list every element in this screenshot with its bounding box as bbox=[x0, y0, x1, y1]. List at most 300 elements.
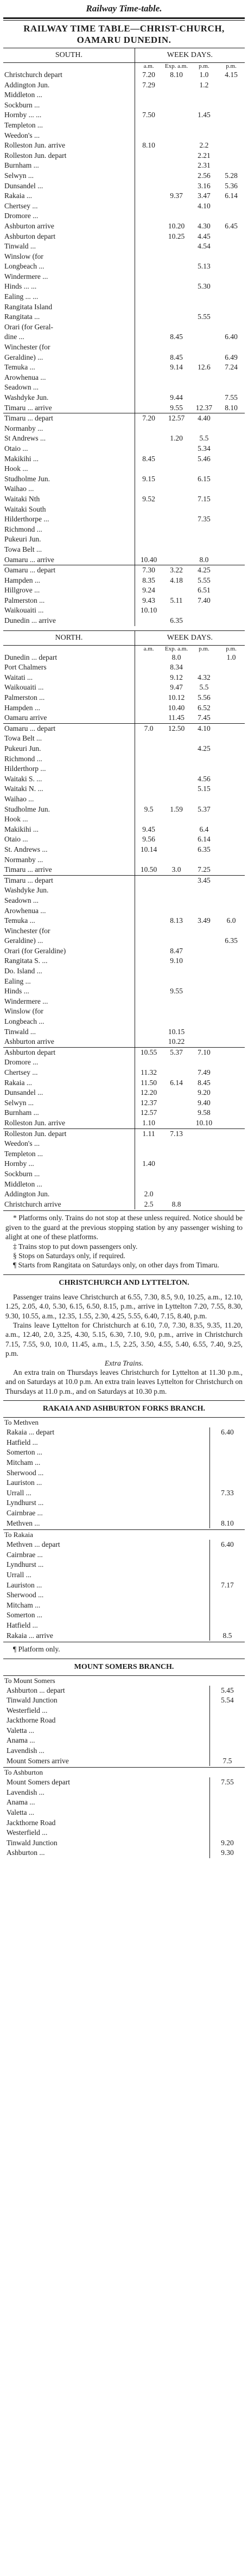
station-name: Hatfield ... bbox=[7, 1621, 38, 1629]
south-station-row bbox=[3, 474, 245, 484]
north-station-row bbox=[3, 1179, 245, 1190]
departure-time bbox=[135, 262, 162, 272]
departure-time: 6.0 bbox=[226, 916, 236, 925]
branch-station-row bbox=[3, 1610, 245, 1621]
departure-time bbox=[218, 484, 245, 494]
south-station-row bbox=[3, 312, 245, 322]
south-station-row bbox=[3, 413, 245, 424]
station-name: Templeton ... bbox=[4, 1149, 43, 1158]
departure-time bbox=[162, 131, 190, 141]
departure-time bbox=[209, 1808, 245, 1818]
departure-time bbox=[218, 1027, 245, 1037]
station-name: Ealing ... ... bbox=[4, 292, 39, 301]
north-station-row bbox=[3, 1037, 245, 1047]
methven-rows bbox=[3, 1427, 245, 1528]
departure-time: 7.5 bbox=[209, 1756, 245, 1767]
station-name: Methven ... depart bbox=[7, 1540, 60, 1549]
departure-time bbox=[209, 1610, 245, 1621]
departure-time bbox=[135, 616, 162, 626]
departure-time bbox=[218, 814, 245, 825]
station-name: Rolleston Jun. arrive bbox=[4, 1118, 66, 1127]
departure-time bbox=[218, 673, 245, 683]
station-name: Lyndhurst ... bbox=[7, 1499, 44, 1507]
departure-time bbox=[190, 855, 218, 865]
south-station-row bbox=[3, 362, 245, 373]
north-station-row bbox=[3, 1057, 245, 1068]
station-name: Rakaia ... depart bbox=[7, 1428, 55, 1437]
departure-time bbox=[209, 1468, 245, 1478]
departure-time bbox=[162, 151, 190, 161]
station-name: Rakaia ... arrive bbox=[7, 1631, 53, 1640]
departure-time bbox=[135, 373, 162, 383]
departure-time bbox=[190, 946, 218, 957]
departure-time bbox=[162, 1098, 190, 1108]
departure-time bbox=[218, 966, 245, 977]
departure-time bbox=[135, 1179, 162, 1190]
branch-station-row bbox=[3, 1621, 245, 1631]
departure-time: 9.20 bbox=[209, 1838, 245, 1848]
departure-time: 8.45 bbox=[135, 454, 162, 464]
station-name: Selwyn ... bbox=[4, 1098, 34, 1107]
departure-time: 7.50 bbox=[135, 110, 162, 120]
departure-time bbox=[135, 534, 162, 545]
departure-time bbox=[218, 424, 245, 434]
south-station-row bbox=[3, 322, 245, 333]
station-name: Orari (for Geraldine) bbox=[4, 946, 66, 955]
departure-time bbox=[135, 151, 162, 161]
departure-time bbox=[218, 825, 245, 835]
north-station-row bbox=[3, 713, 245, 723]
departure-time bbox=[135, 382, 162, 393]
station-name: Hinds ... bbox=[4, 987, 29, 996]
station-name: Hinds ... ... bbox=[4, 282, 37, 291]
station-name: Hatfield ... bbox=[7, 1438, 38, 1446]
departure-time bbox=[135, 1006, 162, 1017]
page-title: Railway Time-table. bbox=[86, 3, 162, 14]
departure-time bbox=[162, 100, 190, 111]
departure-time bbox=[135, 393, 162, 403]
departure-time bbox=[190, 764, 218, 774]
station-name: Palmerston ... bbox=[4, 693, 45, 702]
departure-time: 10.14 bbox=[135, 845, 162, 855]
departure-time bbox=[135, 181, 162, 192]
departure-time: 6.14 bbox=[225, 192, 238, 200]
south-station-row bbox=[3, 616, 245, 626]
station-name: Windermere ... bbox=[4, 272, 48, 280]
station-name: Oamaru ... depart bbox=[4, 566, 56, 575]
north-station-row bbox=[3, 1048, 245, 1058]
station-name: Waitaki S. ... bbox=[4, 774, 42, 783]
departure-time bbox=[218, 262, 245, 272]
departure-time bbox=[218, 1078, 245, 1088]
departure-time bbox=[162, 997, 190, 1007]
north-station-row bbox=[3, 986, 245, 997]
departure-time bbox=[218, 454, 245, 464]
departure-time bbox=[135, 774, 162, 785]
departure-time bbox=[162, 444, 190, 454]
departure-time bbox=[162, 454, 190, 464]
branch-station-row bbox=[3, 1746, 245, 1756]
station-name: Pukeuri Jun. bbox=[4, 744, 41, 753]
departure-time: 5.45 bbox=[209, 1686, 245, 1696]
departure-time bbox=[135, 312, 162, 322]
station-name: Weedon's ... bbox=[4, 1139, 40, 1148]
departure-time bbox=[218, 605, 245, 616]
departure-time bbox=[190, 966, 218, 977]
north-station-row bbox=[3, 977, 245, 987]
departure-time bbox=[190, 292, 218, 302]
station-name: Dunsandel ... bbox=[4, 181, 43, 190]
departure-time bbox=[135, 232, 162, 242]
departure-time bbox=[190, 814, 218, 825]
departure-time: 10.40 bbox=[168, 703, 185, 712]
station-name: Richmond ... bbox=[4, 754, 42, 763]
departure-time bbox=[162, 845, 190, 855]
departure-time bbox=[190, 1037, 218, 1047]
departure-time bbox=[135, 362, 162, 373]
north-station-row bbox=[3, 1108, 245, 1118]
departure-time bbox=[190, 373, 218, 383]
departure-time bbox=[162, 302, 190, 313]
station-name: Burnham ... bbox=[4, 161, 39, 170]
departure-time bbox=[218, 906, 245, 916]
departure-time: 9.58 bbox=[198, 1108, 211, 1117]
south-direction-label: SOUTH. bbox=[3, 48, 135, 63]
main-heading: RAILWAY TIME TABLE—CHRIST-CHURCH, OAMARU DUNEDIN. bbox=[23, 23, 225, 45]
departure-time: 8.5 bbox=[209, 1631, 245, 1641]
departure-time: 9.55 bbox=[170, 987, 183, 996]
extra-trains-heading: Extra Trains. bbox=[104, 1359, 144, 1367]
departure-time bbox=[162, 906, 190, 916]
station-name: Palmerston ... bbox=[4, 596, 45, 604]
departure-time: 9.24 bbox=[135, 585, 162, 596]
north-sub-0: a.m. bbox=[135, 645, 162, 653]
departure-time bbox=[218, 90, 245, 100]
north-station-row bbox=[3, 966, 245, 977]
departure-time bbox=[162, 494, 190, 505]
station-name: Lauriston ... bbox=[7, 1580, 42, 1589]
station-name: Oamaru arrive bbox=[4, 713, 47, 722]
station-name: Ashburton ... bbox=[7, 1848, 45, 1857]
north-station-row bbox=[3, 1129, 245, 1139]
departure-time bbox=[162, 1068, 190, 1078]
station-name: Otaio ... bbox=[4, 444, 28, 452]
departure-time bbox=[218, 986, 245, 997]
departure-time bbox=[218, 474, 245, 484]
south-station-row bbox=[3, 484, 245, 494]
departure-time bbox=[162, 525, 190, 535]
north-station-row bbox=[3, 754, 245, 764]
departure-time bbox=[162, 505, 190, 515]
departure-time bbox=[135, 876, 162, 886]
departure-time bbox=[135, 282, 162, 292]
station-name: Ashburton depart bbox=[4, 232, 56, 240]
branch-station-row bbox=[3, 1508, 245, 1519]
departure-time bbox=[218, 232, 245, 242]
south-station-row bbox=[3, 272, 245, 282]
departure-time bbox=[162, 382, 190, 393]
lyttelton-heading: CHRISTCHURCH AND LYTTELTON. bbox=[59, 1278, 189, 1287]
departure-time bbox=[162, 1139, 190, 1149]
departure-time bbox=[218, 272, 245, 282]
departure-time bbox=[209, 1746, 245, 1756]
departure-time: 7.49 bbox=[198, 1068, 211, 1076]
station-name: Tinwald ... bbox=[4, 1027, 36, 1036]
departure-time bbox=[162, 90, 190, 100]
branch-station-row bbox=[3, 1838, 245, 1848]
departure-time bbox=[135, 713, 162, 723]
methven-timetable bbox=[3, 1418, 245, 1528]
station-name: Orari (for Geral- bbox=[4, 322, 53, 331]
station-name: Chertsey ... bbox=[4, 201, 38, 210]
departure-time bbox=[135, 754, 162, 764]
departure-time: 7.0 bbox=[135, 724, 162, 734]
departure-time bbox=[162, 1088, 190, 1098]
departure-time bbox=[162, 1057, 190, 1068]
departure-time: 6.45 bbox=[225, 221, 238, 230]
departure-time: 5.5 bbox=[199, 434, 209, 443]
station-name: Makikihi ... bbox=[4, 454, 39, 463]
departure-time bbox=[190, 662, 218, 673]
south-station-row bbox=[3, 302, 245, 313]
departure-time bbox=[135, 252, 162, 262]
south-station-row bbox=[3, 505, 245, 515]
departure-time bbox=[162, 855, 190, 865]
departure-time bbox=[190, 754, 218, 764]
departure-time: 6.35 bbox=[198, 845, 211, 853]
departure-time: 9.52 bbox=[135, 494, 162, 505]
departure-time bbox=[135, 302, 162, 313]
departure-time bbox=[218, 744, 245, 754]
departure-time: 4.25 bbox=[198, 566, 211, 575]
station-name: Middleton ... bbox=[4, 91, 42, 99]
branch-station-row bbox=[3, 1716, 245, 1726]
departure-time bbox=[209, 1478, 245, 1488]
departure-time bbox=[162, 110, 190, 120]
north-station-row bbox=[3, 896, 245, 906]
departure-time bbox=[218, 505, 245, 515]
north-subheader-row bbox=[3, 645, 245, 653]
station-name: Otaio ... bbox=[4, 835, 28, 844]
departure-time bbox=[209, 1590, 245, 1601]
south-station-row bbox=[3, 525, 245, 535]
south-sub-1: Exp. a.m. bbox=[164, 63, 188, 69]
station-name: Normanby ... bbox=[4, 424, 43, 432]
departure-time bbox=[162, 1169, 190, 1179]
departure-time: 9.37 bbox=[170, 192, 183, 200]
departure-time bbox=[135, 966, 162, 977]
north-station-row bbox=[3, 1078, 245, 1088]
departure-time bbox=[162, 1159, 190, 1169]
departure-time bbox=[135, 1139, 162, 1149]
station-name: Sherwood ... bbox=[7, 1591, 44, 1599]
departure-time: 11.50 bbox=[135, 1078, 162, 1088]
departure-time bbox=[218, 282, 245, 292]
departure-time: 8.45 bbox=[170, 333, 183, 341]
departure-time bbox=[190, 653, 218, 663]
station-name: Timaru ... arrive bbox=[4, 865, 52, 874]
rakaia-rows bbox=[3, 1540, 245, 1641]
departure-time: 3.49 bbox=[198, 916, 211, 925]
north-sub-2: p.m. bbox=[199, 645, 209, 652]
station-name: Ashburton depart bbox=[4, 1048, 56, 1056]
to-ashburton-timetable bbox=[3, 1768, 245, 1858]
platform-only-note: ¶ Platform only. bbox=[13, 1645, 60, 1654]
departure-time bbox=[218, 1129, 245, 1139]
departure-time: 3.47 bbox=[198, 192, 211, 200]
departure-time: 7.25 bbox=[198, 865, 211, 874]
departure-time bbox=[218, 865, 245, 875]
departure-time bbox=[135, 191, 162, 201]
station-name: Timaru ... depart bbox=[4, 876, 53, 884]
departure-time: 7.13 bbox=[170, 1129, 183, 1138]
departure-time: 4.15 bbox=[225, 71, 238, 79]
station-name: Timaru ... arrive bbox=[4, 403, 52, 412]
to-mount-somers-label: To Mount Somers bbox=[4, 1676, 55, 1685]
departure-time bbox=[162, 1179, 190, 1190]
departure-time bbox=[209, 1716, 245, 1726]
departure-time bbox=[135, 221, 162, 232]
departure-time: 4.45 bbox=[198, 232, 211, 240]
station-name: Washdyke Jun. bbox=[4, 886, 49, 895]
departure-time: 7.15 bbox=[198, 494, 211, 503]
branch-station-row bbox=[3, 1550, 245, 1560]
departure-time bbox=[162, 605, 190, 616]
station-name: Tinwald Junction bbox=[7, 1838, 58, 1847]
to-ashburton-rows bbox=[3, 1777, 245, 1858]
departure-time bbox=[135, 464, 162, 474]
departure-time: 7.40 bbox=[198, 596, 211, 604]
departure-time bbox=[218, 413, 245, 424]
departure-time bbox=[218, 876, 245, 886]
branch-station-row bbox=[3, 1788, 245, 1798]
departure-time: 4.25 bbox=[198, 744, 211, 753]
south-station-row bbox=[3, 292, 245, 302]
departure-time: 8.0 bbox=[199, 555, 209, 564]
north-station-row bbox=[3, 876, 245, 886]
south-subheader-row bbox=[3, 63, 245, 71]
station-name: Dunsandel ... bbox=[4, 1088, 43, 1097]
departure-time bbox=[135, 744, 162, 754]
departure-time: 6.14 bbox=[198, 835, 211, 844]
south-station-row bbox=[3, 433, 245, 444]
departure-time bbox=[190, 885, 218, 896]
to-mount-somers-timetable bbox=[3, 1676, 245, 1767]
south-timetable bbox=[3, 48, 245, 626]
departure-time bbox=[135, 100, 162, 111]
departure-time: 9.10 bbox=[170, 957, 183, 965]
station-name: Arowhenua ... bbox=[4, 906, 46, 915]
south-station-row bbox=[3, 454, 245, 464]
station-name: Ashburton arrive bbox=[4, 1037, 54, 1046]
branch-station-row bbox=[3, 1726, 245, 1736]
departure-time bbox=[190, 1017, 218, 1027]
departure-time bbox=[190, 956, 218, 966]
station-name: Cairnbrae ... bbox=[7, 1550, 43, 1559]
branch-station-row bbox=[3, 1736, 245, 1746]
departure-time bbox=[162, 774, 190, 785]
departure-time: 6.49 bbox=[225, 353, 238, 361]
station-name: Seadown ... bbox=[4, 383, 39, 392]
departure-time: 8.10 bbox=[135, 141, 162, 151]
south-station-row bbox=[3, 353, 245, 363]
departure-time bbox=[190, 997, 218, 1007]
departure-time bbox=[162, 474, 190, 484]
departure-time: 10.22 bbox=[168, 1037, 185, 1046]
station-name: Sockburn ... bbox=[4, 1169, 40, 1178]
south-header-row bbox=[3, 48, 245, 63]
station-name: Ashburton arrive bbox=[4, 221, 54, 230]
departure-time bbox=[190, 534, 218, 545]
station-name: Oamaru ... arrive bbox=[4, 555, 54, 564]
departure-time bbox=[162, 141, 190, 151]
branch-station-row bbox=[3, 1427, 245, 1438]
departure-time bbox=[218, 302, 245, 313]
north-timetable bbox=[3, 630, 245, 1210]
branch-station-row bbox=[3, 1570, 245, 1580]
south-station-row bbox=[3, 90, 245, 100]
branch-station-row bbox=[3, 1828, 245, 1838]
south-station-row bbox=[3, 131, 245, 141]
station-name: Waihao ... bbox=[4, 484, 34, 493]
departure-time bbox=[218, 977, 245, 987]
departure-time bbox=[162, 1006, 190, 1017]
station-name: Rakaia ... bbox=[4, 192, 32, 200]
departure-time: 12.50 bbox=[168, 724, 185, 732]
branch-station-row bbox=[3, 1797, 245, 1808]
departure-time bbox=[162, 896, 190, 906]
south-station-row bbox=[3, 241, 245, 252]
north-station-row bbox=[3, 1027, 245, 1037]
departure-time bbox=[190, 605, 218, 616]
departure-time: 9.44 bbox=[170, 393, 183, 401]
branch-station-row bbox=[3, 1777, 245, 1788]
departure-time bbox=[218, 241, 245, 252]
station-name: Rolleston Jun. depart bbox=[4, 151, 67, 160]
departure-time bbox=[218, 312, 245, 322]
footnote-saturdays: § Stops on Saturdays only, if required. bbox=[13, 1251, 125, 1260]
departure-time: 10.10 bbox=[195, 1118, 213, 1127]
departure-time bbox=[135, 673, 162, 683]
departure-time: 2.56 bbox=[198, 171, 211, 180]
branch-station-row bbox=[3, 1448, 245, 1458]
branch-station-row bbox=[3, 1631, 245, 1641]
departure-time bbox=[162, 764, 190, 774]
departure-time: 6.14 bbox=[170, 1078, 183, 1087]
departure-time bbox=[135, 855, 162, 865]
departure-time: 9.14 bbox=[170, 363, 183, 372]
departure-time: 1.0 bbox=[226, 653, 236, 661]
departure-time bbox=[162, 514, 190, 525]
departure-time: 8.45 bbox=[198, 1078, 211, 1087]
departure-time bbox=[162, 464, 190, 474]
station-name: Chertsey ... bbox=[4, 1068, 38, 1076]
station-name: Templeton ... bbox=[4, 120, 43, 129]
departure-time bbox=[162, 814, 190, 825]
departure-time: 6.40 bbox=[209, 1427, 245, 1438]
departure-time bbox=[218, 794, 245, 805]
departure-time bbox=[218, 382, 245, 393]
north-station-row bbox=[3, 764, 245, 774]
departure-time bbox=[218, 926, 245, 936]
departure-time: 9.15 bbox=[135, 474, 162, 484]
departure-time bbox=[135, 794, 162, 805]
station-name: Mount Somers arrive bbox=[7, 1756, 69, 1765]
station-name: Port Chalmers bbox=[4, 663, 47, 672]
departure-time bbox=[135, 433, 162, 444]
station-name: Winslow (for bbox=[4, 1007, 43, 1016]
departure-time bbox=[190, 1159, 218, 1169]
